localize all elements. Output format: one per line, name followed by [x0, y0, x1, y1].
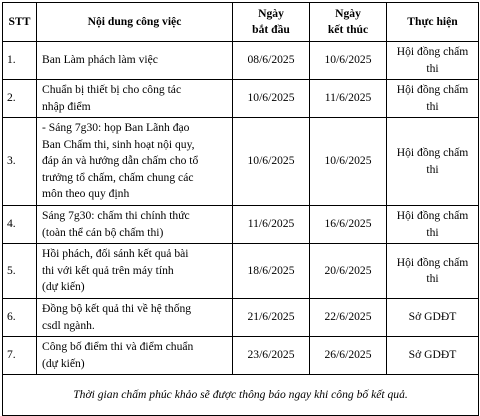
- row-start-date: 10/6/2025: [233, 80, 310, 118]
- row-content-line: csdl ngành.: [42, 318, 95, 332]
- row-content-line: (dự kiến): [42, 280, 85, 294]
- header-end-line2: kết thúc: [327, 23, 369, 36]
- row-start-date: 11/6/2025: [233, 206, 310, 244]
- note-row: [3, 375, 479, 416]
- row-responsible: Sở GDĐT: [387, 337, 479, 375]
- row-content-line: (toàn thể cán bộ chấm thi): [42, 225, 164, 239]
- row-stt: 7.: [3, 337, 37, 375]
- row-content-line: nhập điểm: [42, 99, 91, 113]
- row-end-date: 20/6/2025: [310, 244, 387, 299]
- row-end-date: 11/6/2025: [310, 80, 387, 118]
- table-row: [3, 244, 479, 299]
- row-end-date: 26/6/2025: [310, 337, 387, 375]
- row-stt: 3.: [3, 118, 37, 206]
- row-content-line: Công bố điểm thi và điểm chuẩn: [42, 340, 194, 353]
- row-responsible: Hội đồng chấm thi: [387, 244, 479, 299]
- table-row: [3, 118, 479, 206]
- row-start-date: 10/6/2025: [233, 118, 310, 206]
- header-who: Thực hiện: [387, 3, 479, 42]
- row-content: [37, 337, 233, 375]
- row-stt: 2.: [3, 80, 37, 118]
- row-content: [37, 42, 233, 80]
- table-row: [3, 42, 479, 80]
- row-responsible: Hội đồng chấm thi: [387, 42, 479, 80]
- header-content: Nội dung công việc: [37, 3, 233, 42]
- row-responsible: Hội đồng chấm thi: [387, 80, 479, 118]
- note-text: Thời gian chấm phúc khảo sẽ được thông báo ngay khi công bố kết quả.: [3, 375, 479, 416]
- header-end-date: [310, 3, 387, 42]
- row-end-date: 10/6/2025: [310, 42, 387, 80]
- table-row: [3, 299, 479, 337]
- row-start-date: 23/6/2025: [233, 337, 310, 375]
- row-content-line: đáp án và hướng dẫn chấm cho tổ: [42, 154, 199, 168]
- row-end-date: 22/6/2025: [310, 299, 387, 337]
- row-end-date: 16/6/2025: [310, 206, 387, 244]
- table-row: [3, 206, 479, 244]
- row-content-line: Chuẩn bị thiết bị cho công tác: [42, 83, 182, 96]
- row-start-date: 18/6/2025: [233, 244, 310, 299]
- row-responsible: Hội đồng chấm thi: [387, 118, 479, 206]
- row-content-line: môn theo quy định: [42, 187, 130, 201]
- row-content: [37, 299, 233, 337]
- header-end-line1: Ngày: [335, 6, 361, 20]
- row-content: [37, 118, 233, 206]
- row-stt: 6.: [3, 299, 37, 337]
- row-start-date: 21/6/2025: [233, 299, 310, 337]
- header-start-date: [233, 3, 310, 42]
- row-stt: 4.: [3, 206, 37, 244]
- header-row: [3, 3, 479, 42]
- row-stt: 5.: [3, 244, 37, 299]
- row-content-line: Đồng bộ kết quả thi về hệ thống: [42, 302, 192, 315]
- table-row: [3, 337, 479, 375]
- row-stt: 1.: [3, 42, 37, 80]
- table-row: [3, 80, 479, 118]
- row-end-date: 10/6/2025: [310, 118, 387, 206]
- schedule-table: [2, 2, 479, 416]
- row-content-line: (dự kiến): [42, 356, 85, 370]
- row-content: [37, 206, 233, 244]
- row-responsible: Hội đồng chấm thi: [387, 206, 479, 244]
- row-content: [37, 80, 233, 118]
- row-content-line: Sáng 7g30: chấm thi chính thức: [42, 209, 190, 222]
- row-start-date: 08/6/2025: [233, 42, 310, 80]
- header-stt: STT: [3, 3, 37, 42]
- header-start-line1: Ngày: [258, 6, 284, 20]
- row-content: [37, 244, 233, 299]
- row-content-line: - Sáng 7g30: họp Ban Lãnh đạo: [42, 121, 190, 135]
- row-responsible: Sở GDĐT: [387, 299, 479, 337]
- row-content-line: thi với kết quả trên máy tính: [42, 263, 174, 277]
- row-content-line: Ban Làm phách làm việc: [42, 53, 158, 67]
- row-content-line: Ban Chấm thi, sinh hoạt nội quy,: [42, 137, 195, 151]
- row-content-line: Hồi phách, đối sánh kết quả bài: [42, 247, 189, 261]
- header-start-line2: bắt đầu: [252, 23, 290, 36]
- row-content-line: trưởng tổ chấm, chấm chung các: [42, 170, 194, 184]
